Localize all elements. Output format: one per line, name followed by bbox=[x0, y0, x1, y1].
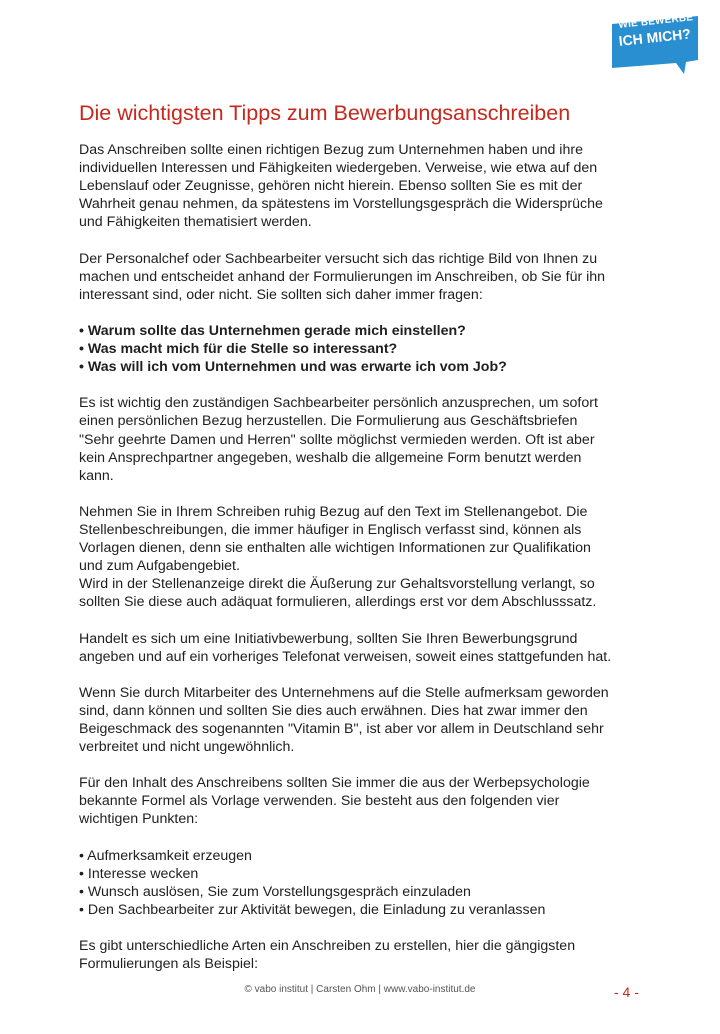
text-line: Formulierungen als Beispiel: bbox=[79, 956, 259, 973]
text-line: Wird in der Stellenanzeige direkt die Äußerung zur Gehaltsvorstellung verlangt, so bbox=[79, 576, 595, 593]
text-line: "Sehr geehrte Damen und Herren" sollte möglichst vermieden werden. Oft ist aber bbox=[79, 431, 595, 448]
list-item: • Warum sollte das Unternehmen gerade mich einstellen? bbox=[79, 322, 466, 339]
paragraph-initiativbewerbung bbox=[79, 630, 659, 666]
text-line: Stellenbeschreibungen, die immer häufiger in Englisch verfasst sind, können als bbox=[79, 521, 582, 538]
page-title: Die wichtigsten Tipps zum Bewerbungsanschreiben bbox=[79, 101, 571, 125]
logo-text bbox=[617, 12, 698, 49]
list-item: • Was will ich vom Unternehmen und was erwarte ich vom Job? bbox=[79, 359, 507, 376]
text-line: Wenn Sie durch Mitarbeiter des Unternehmens auf die Stelle aufmerksam geworden bbox=[79, 684, 609, 701]
text-line: Es ist wichtig den zuständigen Sachbearbeiter persönlich anzusprechen, um sofort bbox=[79, 395, 598, 412]
text-line: Beigeschmack des sogenannten "Vitamin B", ist aber vor allem in Deutschland sehr bbox=[79, 721, 604, 737]
text-line: Der Personalchef oder Sachbearbeiter versucht sich das richtige Bild von Ihnen zu bbox=[79, 250, 598, 267]
list-item: • Wunsch auslösen, Sie zum Vorstellungsgespräch einzuladen bbox=[79, 883, 471, 900]
paragraph-formel bbox=[79, 774, 659, 828]
text-line: verbreitet und nicht ungewöhnlich. bbox=[79, 739, 295, 756]
text-line: einen persönlichen Bezug herzustellen. Die Formulierung aus Geschäftsbriefen bbox=[79, 413, 578, 430]
paragraph-mitarbeiter bbox=[79, 684, 659, 756]
text-line: sollten Sie diese auch adäquat formulieren, allerdings erst vor dem Abschlusssatz. bbox=[79, 594, 597, 611]
paragraph-ansprechpartner bbox=[79, 394, 659, 484]
text-line: und Fähigkeiten thematisiert werden. bbox=[79, 214, 312, 231]
text-line: Das Anschreiben sollte einen richtigen Bezug zum Unternehmen haben und ihre bbox=[79, 142, 583, 158]
list-item: • Aufmerksamkeit erzeugen bbox=[79, 847, 252, 864]
text-line: kein Ansprechpartner angegeben, weshalb die allgemeine Form benutzt werden bbox=[79, 449, 582, 466]
list-item: • Den Sachbearbeiter zur Aktivität bewegen, die Einladung zu veranlassen bbox=[79, 901, 546, 918]
paragraph-beispiele bbox=[79, 937, 659, 973]
points-list bbox=[79, 847, 659, 919]
paragraph-personalchef bbox=[79, 250, 659, 304]
question-list bbox=[79, 322, 659, 376]
page-number: - 4 - bbox=[614, 984, 639, 1000]
body-text bbox=[79, 141, 659, 991]
text-line: Für den Inhalt des Anschreibens sollten Sie immer die aus der Werbepsychologie bbox=[79, 775, 590, 792]
text-line: wichtigen Punkten: bbox=[79, 811, 199, 828]
paragraph-stellenangebot bbox=[79, 503, 659, 612]
text-line: Es gibt unterschiedliche Arten ein Anschreiben zu erstellen, hier die gängigsten bbox=[79, 938, 576, 955]
text-line: sind, dann können und sollten Sie dies auch erwähnen. Dies hat zwar immer den bbox=[79, 702, 588, 719]
text-line: Handelt es sich um eine Initiativbewerbung, sollten Sie Ihren Bewerbungsgrund bbox=[79, 630, 578, 647]
text-line: kann. bbox=[79, 467, 114, 484]
text-line: interessant sind, oder nicht. Sie sollten sich daher immer fragen: bbox=[79, 286, 483, 303]
text-line: individuellen Interessen und Fähigkeiten wiedergeben. Verweise, wie etwa auf den bbox=[79, 160, 598, 177]
text-line: Nehmen Sie in Ihrem Schreiben ruhig Bezug auf den Text im Stellenangebot. Die bbox=[79, 503, 588, 520]
logo-line-2: ICH MICH? bbox=[617, 25, 692, 49]
text-line: Lebenslauf oder Zeugnisse, gehören nicht hierein. Ebenso sollten Sie es mit der bbox=[79, 178, 583, 195]
text-line: Wahrheit genau nehmen, da spätestens im Vorstellungsgespräch die Widersprüche bbox=[79, 196, 603, 213]
logo-line-1: WIE BEWERBE bbox=[617, 12, 694, 31]
list-item: • Interesse wecken bbox=[79, 865, 199, 882]
text-line: angeben und auf ein vorheriges Telefonat verweisen, soweit eines stattgefunden hat. bbox=[79, 648, 612, 665]
text-line: machen und entscheidet anhand der Formulierungen im Anschreiben, ob Sie für ihn bbox=[79, 268, 606, 285]
paragraph-intro bbox=[79, 141, 659, 231]
list-item: • Was macht mich für die Stelle so interessant? bbox=[79, 341, 398, 358]
text-line: bekannte Formel als Vorlage verwenden. Sie besteht aus den folgenden vier bbox=[79, 793, 560, 810]
footer-text: © vabo institut | Carsten Ohm | www.vabo-institut.de bbox=[244, 984, 476, 995]
text-line: Vorlagen dienen, denn sie enthalten alle wichtigen Informationen zur Qualifikation bbox=[79, 540, 591, 557]
logo bbox=[612, 12, 700, 74]
text-line: und zum Aufgabengebiet. bbox=[79, 558, 240, 575]
